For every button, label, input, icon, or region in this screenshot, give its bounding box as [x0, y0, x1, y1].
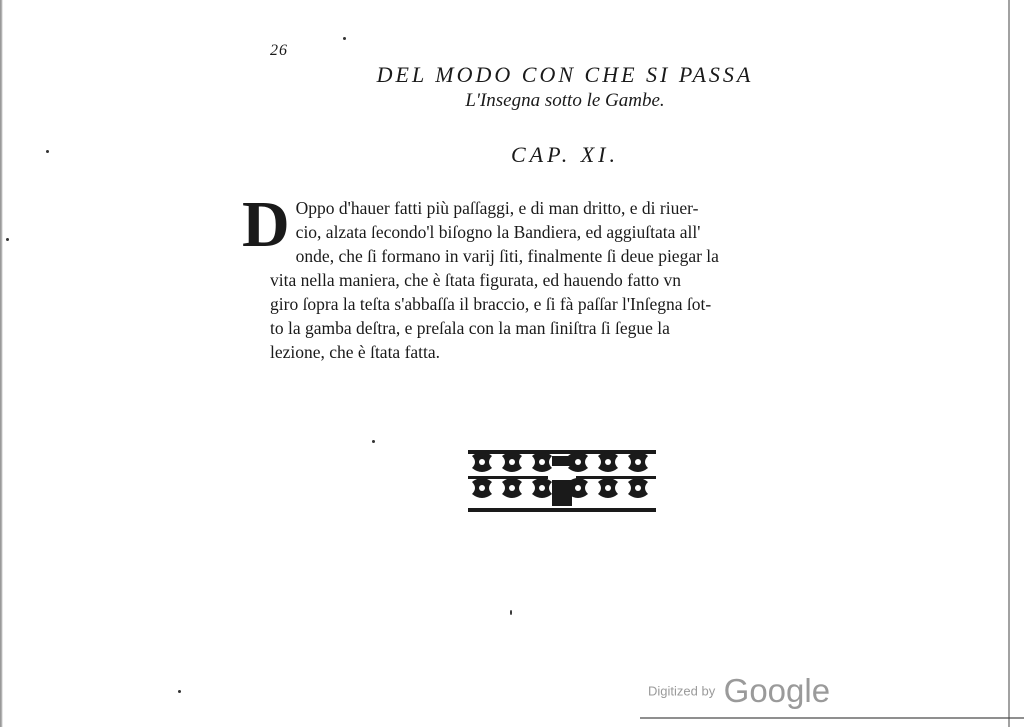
print-speck: [46, 150, 49, 153]
chapter-subtitle: L'Insegna sotto le Gambe.: [465, 90, 665, 111]
print-speck: [178, 690, 181, 693]
print-speck: [343, 37, 346, 40]
printer-ornament: [468, 440, 656, 522]
body-line: to la gamba deſtra, e preſala con la man ſiniſtra ſi ſegue la: [270, 318, 670, 338]
print-speck: [510, 610, 512, 615]
page-bottom-edge: [640, 717, 1024, 719]
digitized-label: Digitized by: [648, 683, 716, 699]
print-speck: [6, 238, 9, 241]
chapter-heading: CAP. XI.: [511, 142, 619, 167]
body-line: giro ſopra la teſta s'abbaſſa il braccio, e ſi fà paſſar l'Inſegna ſot-: [270, 294, 712, 314]
page-right-edge: [1008, 0, 1010, 727]
body-paragraph: [242, 188, 878, 364]
drop-cap: D: [242, 188, 290, 261]
page-left-edge: [0, 0, 4, 727]
body-line: onde, che ſi formano in varij ſiti, finalmente ſi deue piegar la: [295, 246, 719, 266]
chapter-title: DEL MODO CON CHE SI PASSA: [376, 62, 754, 87]
page-number: 26: [270, 42, 288, 59]
body-line: Oppo d'hauer fatti più paſſaggi, e di man dritto, e di riuer-: [295, 198, 699, 218]
body-line: lezione, che è ſtata fatta.: [270, 342, 441, 362]
digitized-by-google-watermark: [648, 672, 830, 710]
print-speck: [372, 440, 375, 443]
body-line: vita nella maniera, che è ſtata figurata, ed hauendo fatto vn: [270, 270, 682, 290]
google-wordmark: Google: [723, 672, 831, 709]
body-line: cio, alzata ſecondo'l biſogno la Bandiera, ed aggiuſtata all': [295, 222, 701, 242]
